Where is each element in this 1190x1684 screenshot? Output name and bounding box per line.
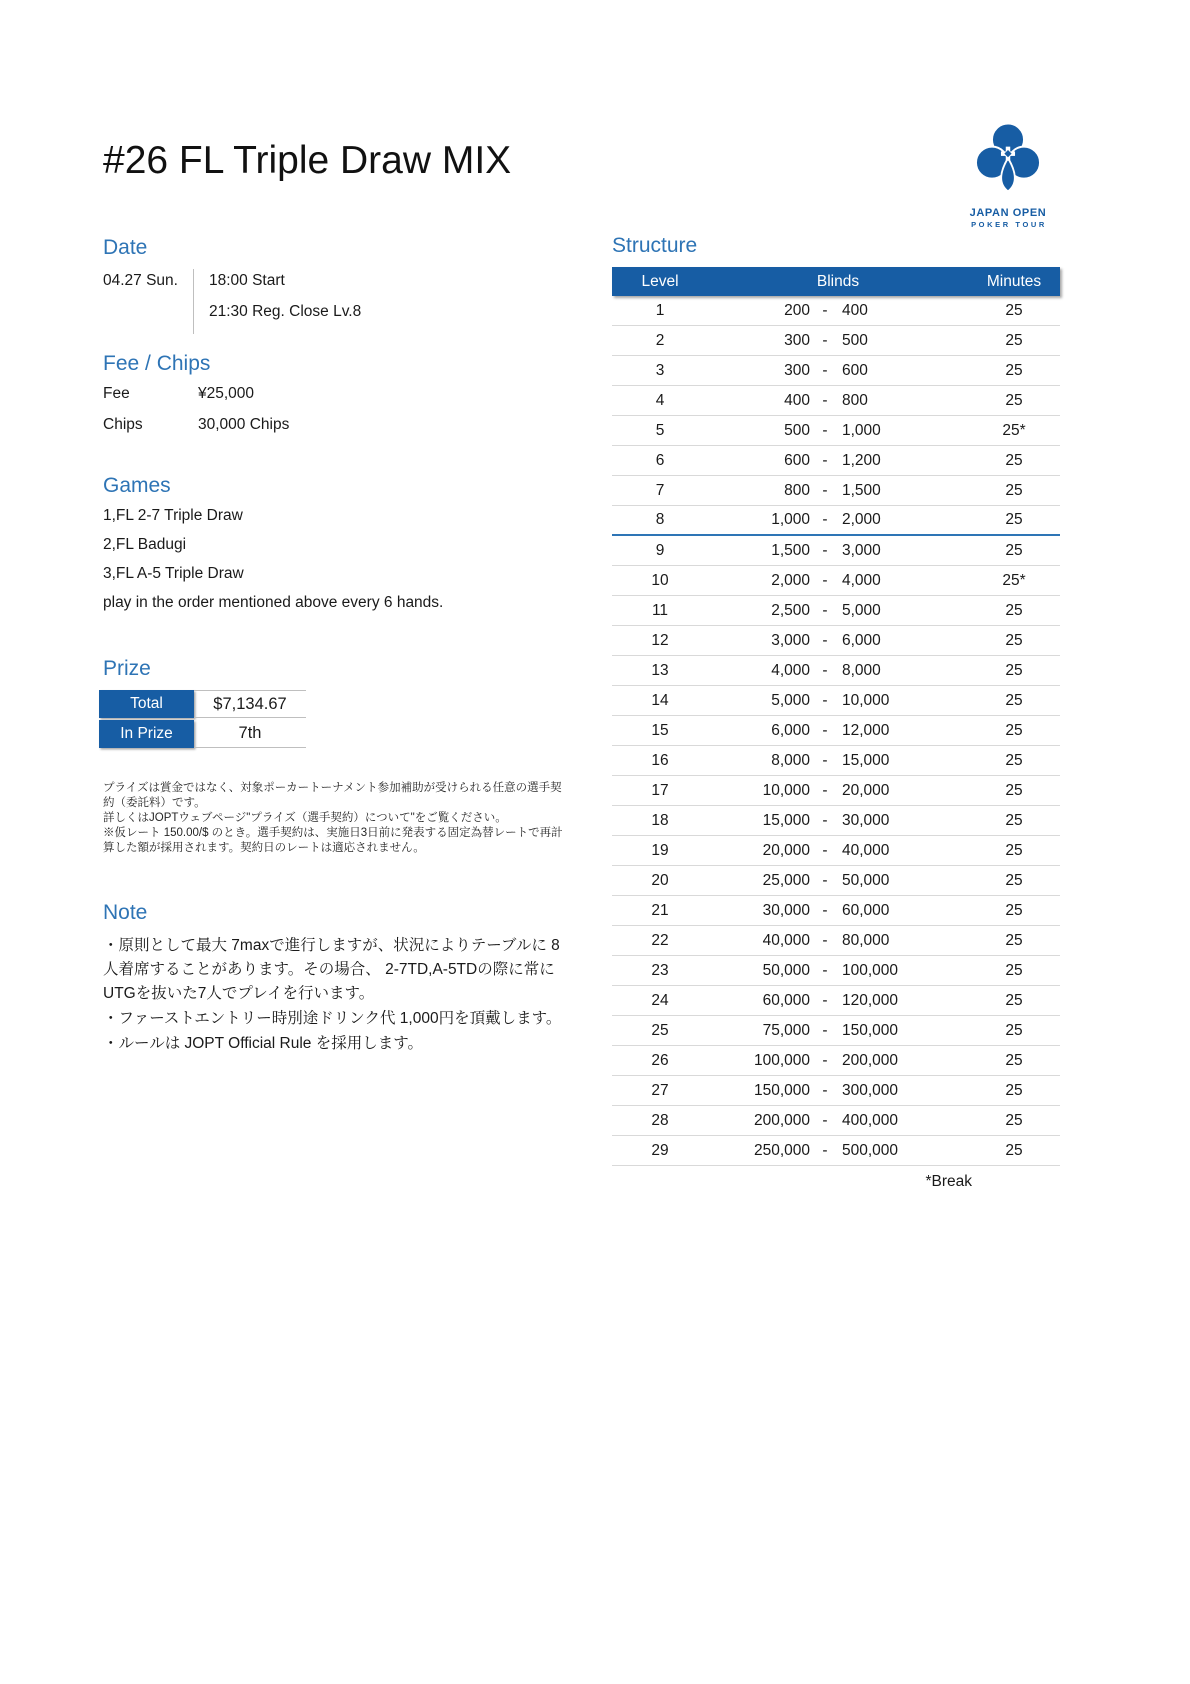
date-day: 04.27 Sun. bbox=[103, 272, 178, 289]
big-blind-cell: 100,000 bbox=[842, 961, 899, 979]
level-cell: 7 bbox=[655, 481, 665, 499]
games-list bbox=[103, 507, 573, 582]
big-blind-cell: 600 bbox=[842, 361, 868, 379]
structure-row bbox=[612, 296, 1060, 326]
minutes-cell: 25* bbox=[1002, 421, 1026, 439]
minutes-cell: 25 bbox=[1005, 451, 1023, 469]
minutes-cell: 25 bbox=[1005, 601, 1023, 619]
blinds-dash: - bbox=[822, 691, 828, 709]
big-blind-cell: 120,000 bbox=[842, 991, 899, 1009]
blinds-dash: - bbox=[822, 781, 828, 799]
small-blind-cell: 25,000 bbox=[762, 871, 810, 889]
blinds-dash: - bbox=[822, 751, 828, 769]
small-blind-cell: 6,000 bbox=[771, 721, 810, 739]
level-cell: 10 bbox=[651, 571, 669, 589]
small-blind-cell: 10,000 bbox=[762, 781, 810, 799]
structure-row bbox=[612, 416, 1060, 446]
level-cell: 5 bbox=[655, 421, 665, 439]
structure-row bbox=[612, 356, 1060, 386]
big-blind-cell: 500,000 bbox=[842, 1141, 899, 1159]
minutes-cell: 25 bbox=[1005, 991, 1023, 1009]
minutes-cell: 25 bbox=[1005, 1021, 1023, 1039]
structure-row bbox=[612, 596, 1060, 626]
date-section bbox=[103, 236, 533, 334]
structure-row bbox=[612, 956, 1060, 986]
small-blind-cell: 150,000 bbox=[753, 1081, 810, 1099]
small-blind-cell: 300 bbox=[784, 361, 810, 379]
minutes-cell: 25 bbox=[1005, 1111, 1023, 1129]
column-header-level: Level bbox=[641, 272, 679, 290]
structure-row bbox=[612, 746, 1060, 776]
big-blind-cell: 15,000 bbox=[842, 751, 890, 769]
games-heading: Games bbox=[103, 474, 171, 497]
blinds-dash: - bbox=[822, 811, 828, 829]
level-cell: 9 bbox=[655, 541, 665, 559]
structure-row bbox=[612, 476, 1060, 506]
minutes-cell: 25 bbox=[1005, 931, 1023, 949]
structure-header-row bbox=[612, 267, 1060, 296]
small-blind-cell: 250,000 bbox=[753, 1141, 810, 1159]
minutes-cell: 25 bbox=[1005, 1141, 1023, 1159]
level-cell: 18 bbox=[651, 811, 669, 829]
small-blind-cell: 8,000 bbox=[771, 751, 810, 769]
small-blind-cell: 100,000 bbox=[753, 1051, 810, 1069]
structure-row bbox=[612, 386, 1060, 416]
structure-section bbox=[612, 234, 1060, 1191]
minutes-cell: 25 bbox=[1005, 961, 1023, 979]
small-blind-cell: 500 bbox=[784, 421, 810, 439]
structure-row bbox=[612, 836, 1060, 866]
games-section bbox=[103, 474, 573, 611]
blinds-dash: - bbox=[822, 1021, 828, 1039]
blinds-dash: - bbox=[822, 301, 828, 319]
minutes-cell: 25 bbox=[1005, 481, 1023, 499]
minutes-cell: 25 bbox=[1005, 1081, 1023, 1099]
minutes-cell: 25 bbox=[1005, 631, 1023, 649]
small-blind-cell: 5,000 bbox=[771, 691, 810, 709]
level-cell: 14 bbox=[651, 691, 669, 709]
small-blind-cell: 600 bbox=[784, 451, 810, 469]
level-cell: 1 bbox=[655, 301, 665, 319]
structure-rows bbox=[612, 296, 1060, 1166]
level-cell: 20 bbox=[651, 871, 669, 889]
games-order-note: play in the order mentioned above every 6 hands. bbox=[103, 594, 444, 611]
level-cell: 15 bbox=[651, 721, 669, 739]
blinds-dash: - bbox=[822, 961, 828, 979]
small-blind-cell: 200 bbox=[784, 301, 810, 319]
big-blind-cell: 80,000 bbox=[842, 931, 890, 949]
small-blind-cell: 60,000 bbox=[762, 991, 810, 1009]
big-blind-cell: 40,000 bbox=[842, 841, 890, 859]
big-blind-cell: 8,000 bbox=[842, 661, 881, 679]
logo-text-japan-open: JAPAN OPEN bbox=[969, 207, 1047, 219]
structure-row bbox=[612, 1016, 1060, 1046]
level-cell: 4 bbox=[655, 391, 665, 409]
small-blind-cell: 2,500 bbox=[771, 601, 810, 619]
level-cell: 23 bbox=[651, 961, 669, 979]
big-blind-cell: 20,000 bbox=[842, 781, 890, 799]
blinds-dash: - bbox=[822, 451, 828, 469]
blinds-dash: - bbox=[822, 421, 828, 439]
note-section bbox=[103, 901, 575, 1057]
date-time-line: 18:00 Start bbox=[209, 272, 285, 289]
big-blind-cell: 300,000 bbox=[842, 1081, 899, 1099]
big-blind-cell: 2,000 bbox=[842, 511, 881, 528]
big-blind-cell: 30,000 bbox=[842, 811, 890, 829]
blinds-dash: - bbox=[822, 511, 828, 528]
game-item: 3,FL A-5 Triple Draw bbox=[103, 565, 244, 582]
small-blind-cell: 1,000 bbox=[771, 511, 810, 528]
prize-row-label: In Prize bbox=[99, 720, 194, 748]
blinds-dash: - bbox=[822, 901, 828, 919]
minutes-cell: 25 bbox=[1005, 871, 1023, 889]
blinds-dash: - bbox=[822, 661, 828, 679]
disclaimer-line: プライズは賞金ではなく、対象ポーカートーナメント参加補助が受けられる任意の選手契約（委託料）です。 bbox=[103, 782, 562, 809]
structure-row bbox=[612, 806, 1060, 836]
structure-row bbox=[612, 326, 1060, 356]
note-bullet: ・ファーストエントリー時別途ドリンク代 1,000円を頂戴します。 bbox=[103, 1010, 562, 1027]
blinds-dash: - bbox=[822, 1111, 828, 1129]
structure-row bbox=[612, 626, 1060, 656]
structure-row bbox=[612, 446, 1060, 476]
fee-heading: Fee / Chips bbox=[103, 352, 211, 375]
structure-row bbox=[612, 536, 1060, 566]
big-blind-cell: 200,000 bbox=[842, 1051, 899, 1069]
big-blind-cell: 10,000 bbox=[842, 691, 890, 709]
minutes-cell: 25 bbox=[1005, 1051, 1023, 1069]
level-cell: 28 bbox=[651, 1111, 669, 1129]
logo-text-poker-tour: POKER TOUR bbox=[971, 220, 1047, 229]
small-blind-cell: 200,000 bbox=[753, 1111, 810, 1129]
level-cell: 3 bbox=[655, 361, 665, 379]
small-blind-cell: 1,500 bbox=[771, 541, 810, 559]
level-cell: 19 bbox=[651, 841, 669, 859]
jopt-club-icon bbox=[976, 122, 1040, 202]
minutes-cell: 25 bbox=[1005, 361, 1023, 379]
disclaimer bbox=[103, 781, 568, 856]
big-blind-cell: 1,000 bbox=[842, 421, 881, 439]
structure-row bbox=[612, 566, 1060, 596]
blinds-dash: - bbox=[822, 721, 828, 739]
level-cell: 25 bbox=[651, 1021, 669, 1039]
blinds-dash: - bbox=[822, 481, 828, 499]
big-blind-cell: 400,000 bbox=[842, 1111, 899, 1129]
page-title: #26 FL Triple Draw MIX bbox=[103, 139, 512, 182]
level-cell: 22 bbox=[651, 931, 669, 949]
big-blind-cell: 800 bbox=[842, 391, 868, 409]
big-blind-cell: 400 bbox=[842, 301, 868, 319]
small-blind-cell: 300 bbox=[784, 331, 810, 349]
level-cell: 17 bbox=[651, 781, 669, 799]
note-bullet: ・ルールは JOPT Official Rule を採用します。 bbox=[103, 1035, 423, 1052]
blinds-dash: - bbox=[822, 391, 828, 409]
minutes-cell: 25 bbox=[1005, 301, 1023, 319]
small-blind-cell: 400 bbox=[784, 391, 810, 409]
structure-row bbox=[612, 656, 1060, 686]
blinds-dash: - bbox=[822, 331, 828, 349]
blinds-dash: - bbox=[822, 841, 828, 859]
blinds-dash: - bbox=[822, 541, 828, 559]
level-cell: 12 bbox=[651, 631, 669, 649]
date-heading: Date bbox=[103, 236, 148, 259]
small-blind-cell: 40,000 bbox=[762, 931, 810, 949]
prize-section bbox=[99, 657, 419, 750]
blinds-dash: - bbox=[822, 571, 828, 589]
small-blind-cell: 75,000 bbox=[762, 1021, 810, 1039]
blinds-dash: - bbox=[822, 601, 828, 619]
disclaimer-line: 詳しくはJOPTウェブページ"プライズ（選手契約）について"をご覧ください。 bbox=[103, 812, 507, 824]
minutes-cell: 25 bbox=[1005, 781, 1023, 799]
jopt-logo bbox=[953, 122, 1063, 229]
blinds-dash: - bbox=[822, 871, 828, 889]
fee-rows bbox=[103, 385, 533, 433]
minutes-cell: 25 bbox=[1005, 661, 1023, 679]
big-blind-cell: 5,000 bbox=[842, 601, 881, 619]
level-cell: 21 bbox=[651, 901, 669, 919]
level-cell: 13 bbox=[651, 661, 669, 679]
big-blind-cell: 4,000 bbox=[842, 571, 881, 589]
prize-heading: Prize bbox=[103, 657, 151, 680]
level-cell: 6 bbox=[655, 451, 665, 469]
structure-row bbox=[612, 686, 1060, 716]
structure-row bbox=[612, 896, 1060, 926]
column-header-blinds: Blinds bbox=[816, 272, 860, 290]
fee-section bbox=[103, 352, 533, 447]
minutes-cell: 25 bbox=[1005, 751, 1023, 769]
structure-row bbox=[612, 716, 1060, 746]
structure-row bbox=[612, 926, 1060, 956]
structure-row bbox=[612, 1046, 1060, 1076]
structure-row bbox=[612, 986, 1060, 1016]
fee-row bbox=[103, 385, 533, 402]
date-block bbox=[103, 269, 533, 334]
small-blind-cell: 30,000 bbox=[762, 901, 810, 919]
big-blind-cell: 3,000 bbox=[842, 541, 881, 559]
break-note: *Break bbox=[925, 1173, 972, 1190]
level-cell: 16 bbox=[651, 751, 669, 769]
small-blind-cell: 3,000 bbox=[771, 631, 810, 649]
minutes-cell: 25 bbox=[1005, 691, 1023, 709]
game-item: 2,FL Badugi bbox=[103, 536, 187, 553]
big-blind-cell: 1,500 bbox=[842, 481, 881, 499]
fee-row-label: Fee bbox=[103, 385, 130, 402]
fee-row-value: ¥25,000 bbox=[198, 385, 255, 402]
small-blind-cell: 20,000 bbox=[762, 841, 810, 859]
level-cell: 26 bbox=[651, 1051, 669, 1069]
small-blind-cell: 2,000 bbox=[771, 571, 810, 589]
minutes-cell: 25 bbox=[1005, 841, 1023, 859]
blinds-dash: - bbox=[822, 991, 828, 1009]
blinds-dash: - bbox=[822, 1081, 828, 1099]
column-header-minutes: Minutes bbox=[986, 272, 1042, 290]
date-time-line: 21:30 Reg. Close Lv.8 bbox=[209, 303, 362, 320]
note-bullet: ・原則として最大 7maxで進行しますが、状況によりテーブルに 8人着席することがあります。その場合、 2-7TD,A-5TDの際に常にUTGを抜いた7人でプレイを行います。 bbox=[103, 937, 560, 1002]
small-blind-cell: 4,000 bbox=[771, 661, 810, 679]
structure-row bbox=[612, 1136, 1060, 1166]
minutes-cell: 25 bbox=[1005, 391, 1023, 409]
note-list bbox=[103, 934, 575, 1056]
big-blind-cell: 6,000 bbox=[842, 631, 881, 649]
small-blind-cell: 800 bbox=[784, 481, 810, 499]
prize-row bbox=[99, 690, 419, 718]
minutes-cell: 25 bbox=[1005, 811, 1023, 829]
minutes-cell: 25 bbox=[1005, 541, 1023, 559]
date-divider bbox=[193, 269, 194, 334]
minutes-cell: 25 bbox=[1005, 511, 1023, 528]
structure-row bbox=[612, 1106, 1060, 1136]
big-blind-cell: 1,200 bbox=[842, 451, 881, 469]
structure-row bbox=[612, 1076, 1060, 1106]
structure-heading: Structure bbox=[612, 234, 698, 257]
structure-row bbox=[612, 776, 1060, 806]
note-heading: Note bbox=[103, 901, 148, 924]
level-cell: 11 bbox=[651, 601, 669, 619]
blinds-dash: - bbox=[822, 361, 828, 379]
level-cell: 8 bbox=[655, 511, 665, 528]
minutes-cell: 25 bbox=[1005, 721, 1023, 739]
big-blind-cell: 12,000 bbox=[842, 721, 890, 739]
disclaimer-line: ※仮レート 150.00/$ のとき。選手契約は、実施日3日前に発表する固定為替レートで再計算した額が採用されます。契約日のレートは適応されません。 bbox=[103, 827, 563, 854]
level-cell: 27 bbox=[651, 1081, 669, 1099]
structure-row bbox=[612, 506, 1060, 536]
minutes-cell: 25 bbox=[1005, 901, 1023, 919]
level-cell: 24 bbox=[651, 991, 669, 1009]
minutes-cell: 25 bbox=[1005, 331, 1023, 349]
fee-row-value: 30,000 Chips bbox=[198, 416, 290, 433]
fee-row-label: Chips bbox=[103, 416, 143, 433]
blinds-dash: - bbox=[822, 631, 828, 649]
fee-row bbox=[103, 416, 533, 433]
game-item: 1,FL 2-7 Triple Draw bbox=[103, 507, 243, 524]
level-cell: 2 bbox=[655, 331, 665, 349]
prize-row-value: 7th bbox=[194, 720, 306, 748]
big-blind-cell: 60,000 bbox=[842, 901, 890, 919]
prize-row-label: Total bbox=[99, 690, 194, 718]
structure-row bbox=[612, 866, 1060, 896]
prize-table bbox=[99, 690, 419, 748]
big-blind-cell: 50,000 bbox=[842, 871, 890, 889]
blinds-dash: - bbox=[822, 1051, 828, 1069]
prize-row bbox=[99, 720, 419, 748]
level-cell: 29 bbox=[651, 1141, 669, 1159]
prize-row-value: $7,134.67 bbox=[194, 690, 306, 718]
date-times bbox=[209, 269, 361, 334]
big-blind-cell: 500 bbox=[842, 331, 868, 349]
small-blind-cell: 50,000 bbox=[762, 961, 810, 979]
big-blind-cell: 150,000 bbox=[842, 1021, 899, 1039]
minutes-cell: 25* bbox=[1002, 571, 1026, 589]
blinds-dash: - bbox=[822, 1141, 828, 1159]
small-blind-cell: 15,000 bbox=[762, 811, 810, 829]
blinds-dash: - bbox=[822, 931, 828, 949]
